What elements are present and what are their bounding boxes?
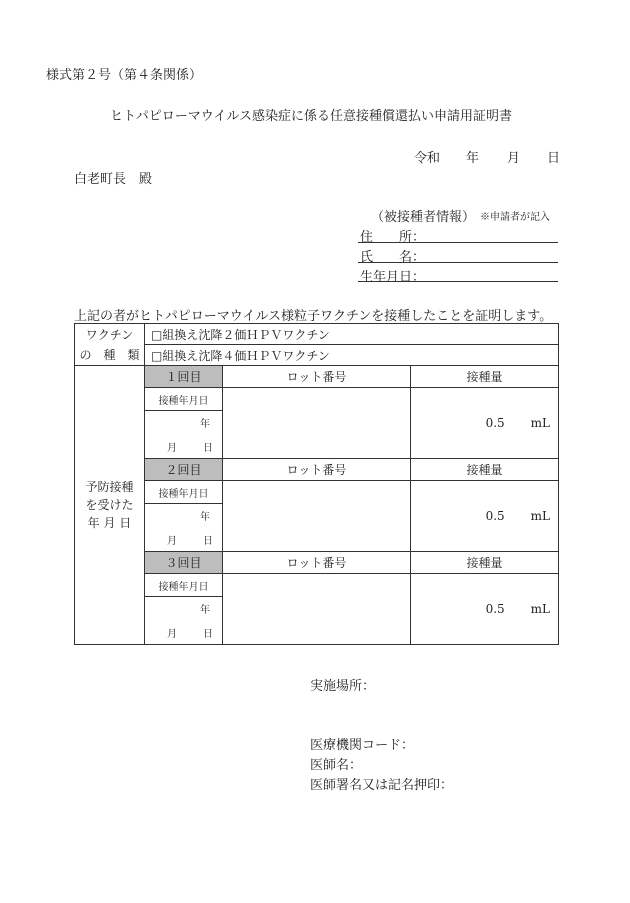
addressee: 白老町長 殿 [74,172,153,187]
dose-2-year[interactable]: 年 [145,504,223,528]
dose-1-date-label: 接種年月日 [145,388,223,411]
vaccination-date-label [75,366,145,645]
dose-3-year[interactable]: 年 [145,597,223,621]
address-underline [358,242,558,243]
dose-3-month: 月 [167,628,177,640]
dose-1-month: 月 [167,442,177,454]
doctor-signature-label: 医師署名又は記名押印： [310,778,454,793]
birthdate-underline [358,281,558,282]
document-title: ヒトパピローマウイルス感染症に係る任意接種償還払い申請用証明書 [110,109,512,124]
form-number: 様式第２号（第４条関係） [46,68,203,83]
dose-3-lot-header: ロット番号 [223,552,411,574]
address-label: 住 所： [360,230,426,245]
certification-statement: 上記の者がヒトパピローマウイルス様粒子ワクチンを接種したことを証明します。 [74,309,553,324]
dose-3-label: ３回目 [145,552,223,574]
dose-3-date-label: 接種年月日 [145,574,223,597]
dose-2-amount-value: 0.5 [485,509,505,523]
dose-1-amount-unit: mL [530,416,551,430]
dose-2-amount [411,481,559,552]
dose-3-amount-value: 0.5 [485,602,505,616]
dose-2-lot-field[interactable] [223,481,411,552]
certificate-table [74,323,559,645]
dose-2-amount-unit: mL [530,509,551,523]
recipient-note: ※申請者が記入 [480,212,550,223]
recipient-heading: （被接種者情報） [371,210,476,225]
dose-3-day: 日 [203,628,213,640]
vaccine-type-label-bottom: の 種 類 [75,345,145,366]
vaccination-label-line3: 年 月 日 [87,516,132,530]
dose-1-amount-header: 接種量 [411,366,559,388]
birthdate-label: 生年月日： [360,270,426,285]
dose-1-amount [411,388,559,459]
dose-1-lot-field[interactable] [223,388,411,459]
dose-2-label: ２回目 [145,459,223,481]
name-underline [358,262,558,263]
date-era: 令和 [414,151,441,166]
implementation-place-label: 実施場所： [310,679,376,694]
dose-1-year[interactable]: 年 [145,411,223,435]
dose-3-amount-unit: mL [530,602,551,616]
dose-3-amount-header: 接種量 [411,552,559,574]
dose-2-date-label: 接種年月日 [145,481,223,504]
dose-1-amount-value: 0.5 [485,416,505,430]
dose-3-month-day[interactable] [145,621,223,645]
dose-1-label: １回目 [145,366,223,388]
dose-1-lot-header: ロット番号 [223,366,411,388]
date-month: 月 [507,151,521,166]
name-label: 氏 名： [360,250,426,265]
dose-2-lot-header: ロット番号 [223,459,411,481]
date-year: 年 [466,151,480,166]
facility-code-label: 医療機関コード： [310,738,415,753]
dose-3-amount [411,574,559,645]
dose-2-month: 月 [167,535,177,547]
doctor-name-label: 医師名： [310,758,363,773]
dose-1-month-day[interactable] [145,435,223,459]
dose-2-amount-header: 接種量 [411,459,559,481]
dose-1-day: 日 [203,442,213,454]
vaccination-label-line2: を受けた [85,498,134,512]
dose-2-month-day[interactable] [145,528,223,552]
vaccine-option-4valent[interactable]: □組換え沈降４価ＨＰＶワクチン [145,345,559,366]
vaccination-label-line1: 予防接種 [85,480,134,494]
dose-2-day: 日 [203,535,213,547]
vaccine-type-label-top: ワクチン [75,324,145,345]
date-day: 日 [547,151,561,166]
dose-3-lot-field[interactable] [223,574,411,645]
vaccine-option-2valent[interactable]: □組換え沈降２価ＨＰＶワクチン [145,324,559,345]
